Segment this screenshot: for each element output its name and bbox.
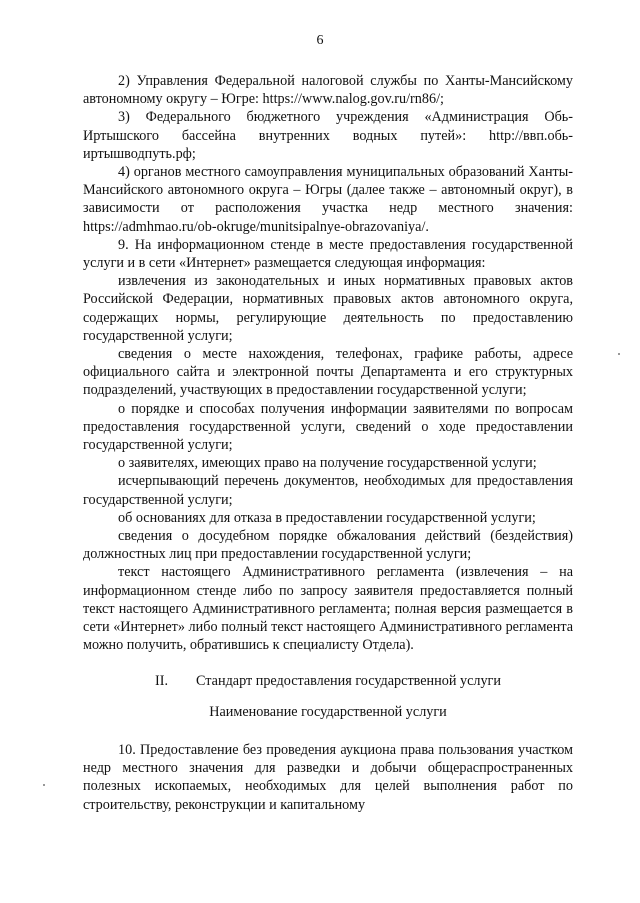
section-number: II.: [155, 672, 169, 689]
paragraph: 4) органов местного самоуправления муниципальных образований Ханты-Мансийского автономного округа – Югры (далее также – автономный округ), в зависимости от расположения участка недр местного значения: https://admhmao.ru/ob-okruge/munitsipalnye-obrazovaniya/.: [83, 164, 573, 235]
paragraph: о заявителях, имеющих право на получение государственной услуги;: [118, 455, 537, 472]
subsection-heading: Наименование государственной услуги: [209, 703, 447, 720]
paragraph: о порядке и способах получения информации заявителями по вопросам предоставления государственной услуги, сведений о ходе предоставлении государственной услуги;: [83, 400, 573, 454]
section-title: Стандарт предоставления государственной услуги: [196, 672, 501, 689]
paragraph: сведения о досудебном порядке обжалования действий (бездействия) должностных лиц при предоставлении государственной услуги;: [83, 528, 573, 563]
page-number: 6: [316, 33, 324, 48]
paragraph: исчерпывающий перечень документов, необходимых для предоставления государственной услуги;: [83, 473, 573, 508]
paragraph: 2) Управления Федеральной налоговой службы по Ханты-Мансийскому автономному округу – Югре: https://www.nalog.gov.ru/rn86/;: [83, 73, 573, 108]
paragraph: 9. На информационном стенде в месте предоставления государственной услуги и в сети «Интернет» размещается следующая информация:: [83, 236, 573, 272]
paragraph: извлечения из законодательных и иных нормативных правовых актов Российской Федерации, нормативных правовых актов автономного округа, содержащих нормы, регулирующие деятельность по предоставлению государственной услуги;: [83, 273, 573, 344]
paragraph: текст настоящего Административного регламента (извлечения – на информационном стенде либо по запросу заявителя предоставляется полный текст настоящего Административного регламента; полная версия размещается в сети «Интернет» либо полный текст настоящего Административного регламента можно получить, обратившись к специалисту Отдела).: [83, 564, 573, 654]
paragraph: 3) Федерального бюджетного учреждения «Администрация Обь-Иртышского бассейна внутренних водных путей»: http://ввп.обь-иртышводпуть.рф;: [83, 109, 573, 162]
section-heading: [83, 672, 573, 690]
scan-speck: [618, 353, 620, 355]
scan-speck: [43, 784, 45, 786]
paragraph: сведения о месте нахождения, телефонах, графике работы, адресе официального сайта и электронной почты Департамента и его структурных подразделений, участвующих в предоставлении государственной услуги;: [83, 346, 573, 399]
document-body: [83, 72, 573, 814]
paragraph: об основаниях для отказа в предоставлении государственной услуги;: [118, 509, 536, 526]
paragraph: 10. Предоставление без проведения аукциона права пользования участком недр местного значения для разведки и добычи общераспространенных полезных ископаемых, необходимых для целей выполнения работ по строительству, реконструкции и капитальному: [83, 741, 573, 813]
